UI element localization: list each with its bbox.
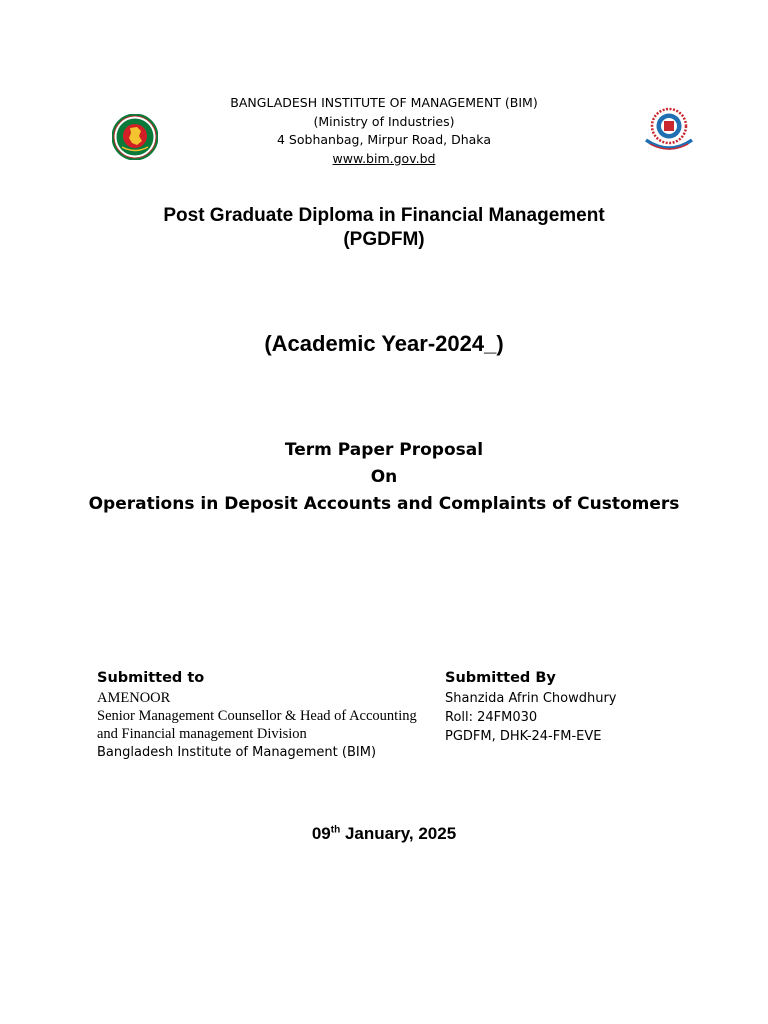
proposal-on: On — [370, 467, 398, 487]
student-roll: Roll: 24FM030 — [445, 710, 538, 725]
website-link[interactable]: www.bim.gov.bd — [332, 150, 436, 166]
date-rest: January, 2025 — [340, 824, 457, 843]
submission-date — [0, 824, 768, 844]
supervisor-designation-1: Senior Management Counsellor & Head of Accounting — [97, 708, 417, 724]
proposal-title — [0, 437, 768, 518]
date-day: 09 — [311, 824, 331, 843]
government-seal-icon — [112, 114, 158, 160]
submitted-by-block — [445, 668, 745, 746]
program-name: Post Graduate Diploma in Financial Management — [163, 205, 605, 226]
academic-year: (Academic Year-2024_) — [264, 331, 504, 356]
institute-name: BANGLADESH INSTITUTE OF MANAGEMENT (BIM) — [230, 95, 538, 110]
proposal-topic: Operations in Deposit Accounts and Complaints of Customers — [88, 494, 680, 514]
student-name: Shanzida Afrin Chowdhury — [445, 691, 617, 706]
submitted-to-block — [97, 668, 442, 762]
address-line: 4 Sobhanbag, Mirpur Road, Dhaka — [277, 132, 491, 147]
supervisor-designation-2: and Financial management Division — [97, 726, 307, 742]
submitted-by-heading: Submitted By — [445, 670, 556, 686]
program-title — [0, 204, 768, 252]
proposal-label: Term Paper Proposal — [284, 440, 484, 460]
bim-emblem-icon — [642, 104, 696, 154]
date-suffix: th — [330, 824, 341, 836]
submitted-to-heading: Submitted to — [97, 670, 205, 686]
supervisor-name: AMENOOR — [97, 690, 171, 706]
program-abbreviation: (PGDFM) — [343, 229, 425, 250]
student-batch: PGDFM, DHK-24-FM-EVE — [445, 729, 602, 744]
ministry-line: (Ministry of Industries) — [313, 113, 455, 129]
supervisor-organization: Bangladesh Institute of Management (BIM) — [97, 745, 377, 760]
